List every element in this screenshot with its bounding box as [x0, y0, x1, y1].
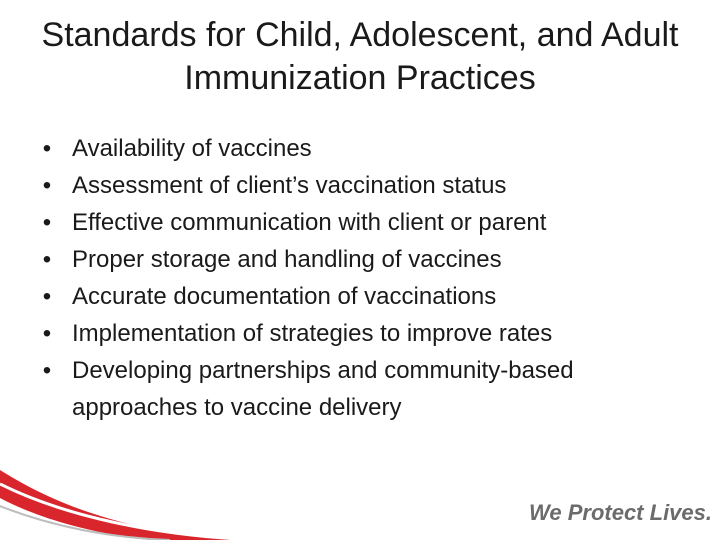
bullet-item — [40, 130, 680, 167]
bullet-item — [40, 241, 680, 278]
bullet-dot: • — [42, 135, 52, 162]
bullet-item — [40, 167, 680, 204]
bullet-dot: • — [42, 283, 52, 310]
bullet-text: Assessment of client’s vaccination status — [72, 172, 507, 199]
bullet-dot: • — [42, 357, 52, 384]
bullet-dot: • — [42, 172, 52, 199]
bullet-text: Accurate documentation of vaccinations — [72, 283, 497, 310]
bullet-text: Proper storage and handling of vaccines — [72, 246, 502, 273]
bullet-item — [40, 204, 680, 241]
bullet-item — [40, 352, 680, 426]
bullet-item — [40, 315, 680, 352]
bullet-item — [40, 278, 680, 315]
bullet-list — [40, 130, 680, 426]
bullet-text: Availability of vaccines — [72, 135, 312, 162]
slide-title-line-2: Immunization Practices — [184, 59, 536, 97]
bullet-text: Implementation of strategies to improve rates — [72, 320, 553, 347]
bullet-text: Effective communication with client or parent — [72, 209, 547, 236]
slide-title-line-1: Standards for Child, Adolescent, and Adult — [41, 16, 679, 54]
tagline: We Protect Lives. — [529, 500, 712, 525]
swoosh-band — [0, 470, 240, 540]
slide-title — [0, 14, 720, 100]
bullet-dot: • — [42, 320, 52, 347]
bullet-text: Developing partnerships and community-based approaches to vaccine delivery — [72, 357, 574, 421]
bullet-dot: • — [42, 209, 52, 236]
bullet-dot: • — [42, 246, 52, 273]
